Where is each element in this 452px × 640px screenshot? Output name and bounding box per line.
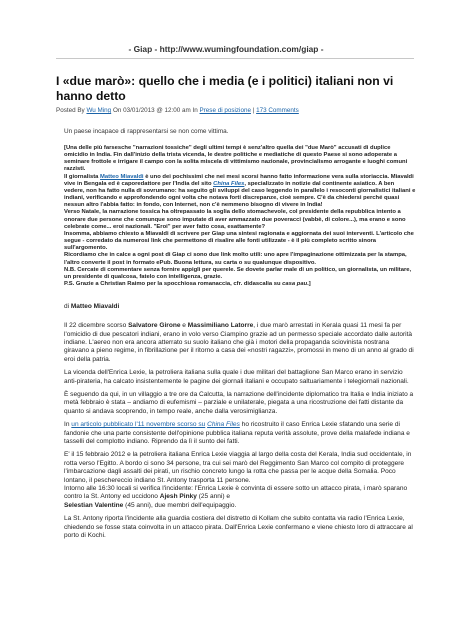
post-title: I «due marò»: quello che i media (e i politici) italiani non vi hanno detto (56, 74, 394, 103)
body-text: In (64, 421, 70, 429)
body-text: (25 anni) e (198, 493, 230, 501)
body-bold: Salvatore Girone (128, 322, 181, 330)
post-summary: Un paese incapace di rappresentarsi se non come vittima. (64, 128, 229, 135)
body-paragraph: La St. Antony riporta l'incidente alla guardia costiera del distretto di Kollam che subito contatta via radio l'Enrica Lexie, chiedendo se fosse stata coinvolta in un attacco pirata. Dall'Enrica Lexie confermano e viene chiesto loro di attraccare al porto di Kochi. (64, 515, 413, 540)
post-meta (56, 107, 418, 114)
editorial-paragraph (64, 174, 416, 210)
editorial-text: .] (307, 280, 311, 287)
china-files-article-link[interactable]: China Files (207, 421, 240, 429)
editorial-paragraph: N.B. Cercate di commentare senza fornire appigli per querele. Se dovete parlar male di un politico, un giornalista, un militare, un presidente di qualcosa, fatelo con intelligenza, grazie. (64, 266, 412, 280)
meta-separator: | (252, 107, 255, 114)
category-link[interactable]: Prese di posizione (199, 107, 251, 114)
body-text: ho ricostruito il caso Enrica Lexie sfatando una serie di fandonie che una parte consistente dell'opinione pubblica italiana reputa verità assolute, prove della malafede indiana e tasselli del complotto indiano. Riprendo da lì il sunto dei fatti. (64, 421, 410, 445)
comments-link[interactable]: 173 Comments (256, 107, 299, 114)
body-paragraph (64, 322, 416, 364)
body-text: Il 22 dicembre scorso (64, 322, 127, 330)
editorial-paragraph: Insomma, abbiamo chiesto a Miavaldi di scrivere per Giap una sintesi ragionata e aggiornata dei suoi interventi. L'articolo che segue - corredato da numerosi link che permettono di risalire alle fonti utilizzate - è il più completo scritto sinora sull'argomento. (64, 230, 414, 252)
body-paragraph (64, 421, 416, 446)
editorial-text: è uno dei pochissimi che nei mesi scorsi hanno fatto informazione vera sulla storiaccia. Miavaldi vive in Bengala ed è caporedattore per l'India del sito (64, 173, 414, 187)
body-text: E' il 15 febbraio 2012 e la petroliera italiana Enrica Lexie viaggia al largo della costa del Kerala, India sud occidentale, in rotta verso l'Egitto. A bordo ci sono 34 persone, tra cui sei marò del Reggimento San Marco col compito di proteggere l'imbarcazione dagli assalti dei pirati, un rischio concreto lungo la rotta che passa per le acque della Somalia. Poco lontano, il peschereccio indiano St. Antony trasporta 11 persone. (64, 451, 412, 484)
article-link[interactable]: un articolo pubblicato l'11 novembre scorso su (71, 421, 206, 429)
body-text: , i due marò arrestati in Kerala quasi 11 mesi fa per l'omicidio di due pescatori indiani, erano in volo verso Ciampino grazie ad un permesso speciale accordato dalle autorità indiane. L'aereo non era ancora atterrato su suolo italiano che già i motori della propaganda sciovinista nostrana giravano a pieno regime, in fibrillazione per il ritorno a casa dei «nostri ragazzi», promossi in meno di un anno al grado di eroi della patria. (64, 322, 414, 363)
body-paragraph: La vicenda dell'Enrica Lexie, la petroliera italiana sulla quale i due militari del battaglione San Marco erano in servizio anti-pirateria, ha calcato insistentemente le pagine dei giornali italiani e occupato saltuariamente i telegiornali nazionali. (64, 369, 409, 385)
author-link[interactable]: Wu Ming (86, 107, 112, 114)
site-header-url: - Giap - http://www.wumingfoundation.com/giap - (128, 44, 324, 54)
body-bold: Massimiliano Latorre (187, 322, 254, 330)
editorial-text: Il giornalista (64, 173, 99, 180)
body-text: (45 anni), due membri dell'equipaggio. (125, 501, 237, 509)
editorial-paragraph: [Una delle più farsesche "narrazioni tossiche" degli ultimi tempi è senz'altro quella dei "due Marò" accusati di duplice omicidio in India. Fin dall'inizio della trista vicenda, le destre politiche e mediatiche di questo Paese si sono adoperate a seminare frottole e irrigare il campo con la solita miscela di vittimismo nazionale, provincialismo arrogante e luoghi comuni razzisti. (64, 145, 408, 173)
byline-author: Matteo Miavaldi (70, 303, 120, 311)
matteo-miavaldi-link[interactable]: Matteo Miavaldi (100, 173, 144, 180)
meta-date: On 03/01/2013 @ 12:00 am In (112, 107, 198, 114)
article-body (64, 322, 416, 540)
editorial-paragraph (64, 281, 416, 288)
meta-prefix: Posted By (56, 107, 85, 114)
header-divider (56, 58, 414, 59)
editorial-note (64, 145, 416, 288)
body-bold: Ajesh Pinky (159, 493, 197, 501)
editorial-text: P.S. Grazie a Christian Raimo per la spocchiosa romanaccia, cfr. didascalia su (64, 280, 281, 287)
article-byline (64, 303, 418, 310)
body-bold: Selestian Valentine (64, 501, 124, 509)
blog-post (56, 74, 418, 540)
body-text: Intorno alle 16:30 locali si verifica l'incidente: l'Enrica Lexie è convinta di essere sotto un attacco pirata, i marò sparano contro la St. Antony ed uccidono (64, 485, 408, 501)
editorial-paragraph: Ricordiamo che in calce a ogni post di Giap ci sono due link molto utili: uno apre l'impaginazione ottimizzata per la stampa, l'altro converte il post in formato ePub. Buona lettura, su carta o su qualunque dispositivo. (64, 252, 407, 266)
editorial-italic: casa pau (282, 280, 308, 287)
body-paragraph: È seguendo da qui, in un villaggio a tre ore da Calcutta, la narrazione dell'incidente diplomatico tra Italia e India iniziato a metà febbraio è stata – andiamo di eufemismi – parziale e unilaterale, piegata a una ricostruzione dei fatti distante da quanto si andava scoprendo, in tempo reale, anche dalla verosimiglianza. (64, 390, 414, 415)
body-text: e (182, 322, 186, 330)
china-files-link[interactable]: China Files (213, 180, 245, 187)
byline-prefix: di (64, 303, 70, 311)
editorial-paragraph: Verso Natale, la narrazione tossica ha oltrepassato la soglia dello stomachevole, col presidente della repubblica intento a onorare due persone che comunque sono imputate di aver ammazzato due poveracci (vabbè, di colore...), ma erano e sono celebrate come... eroi nazionali. "Eroi" per aver fatto cosa, esattamente? (64, 209, 406, 230)
editorial-text: , specializzato in notizie dal continente asiatico. A ben vedere, non ha fatto nulla di sovrumano: ha seguito gli sviluppi del caso leggendo in parallelo i resoconti giornalistici italiani e indiani, verificando e approfondendo ogni volta che notava forti discrepanze, cioè sempre. C'è da chiedersi perché quasi nessun altro l'abbia fatto: in fondo, con Internet, non c'è nemmeno bisogno di vivere in India! (64, 180, 416, 209)
body-paragraph (64, 451, 416, 510)
